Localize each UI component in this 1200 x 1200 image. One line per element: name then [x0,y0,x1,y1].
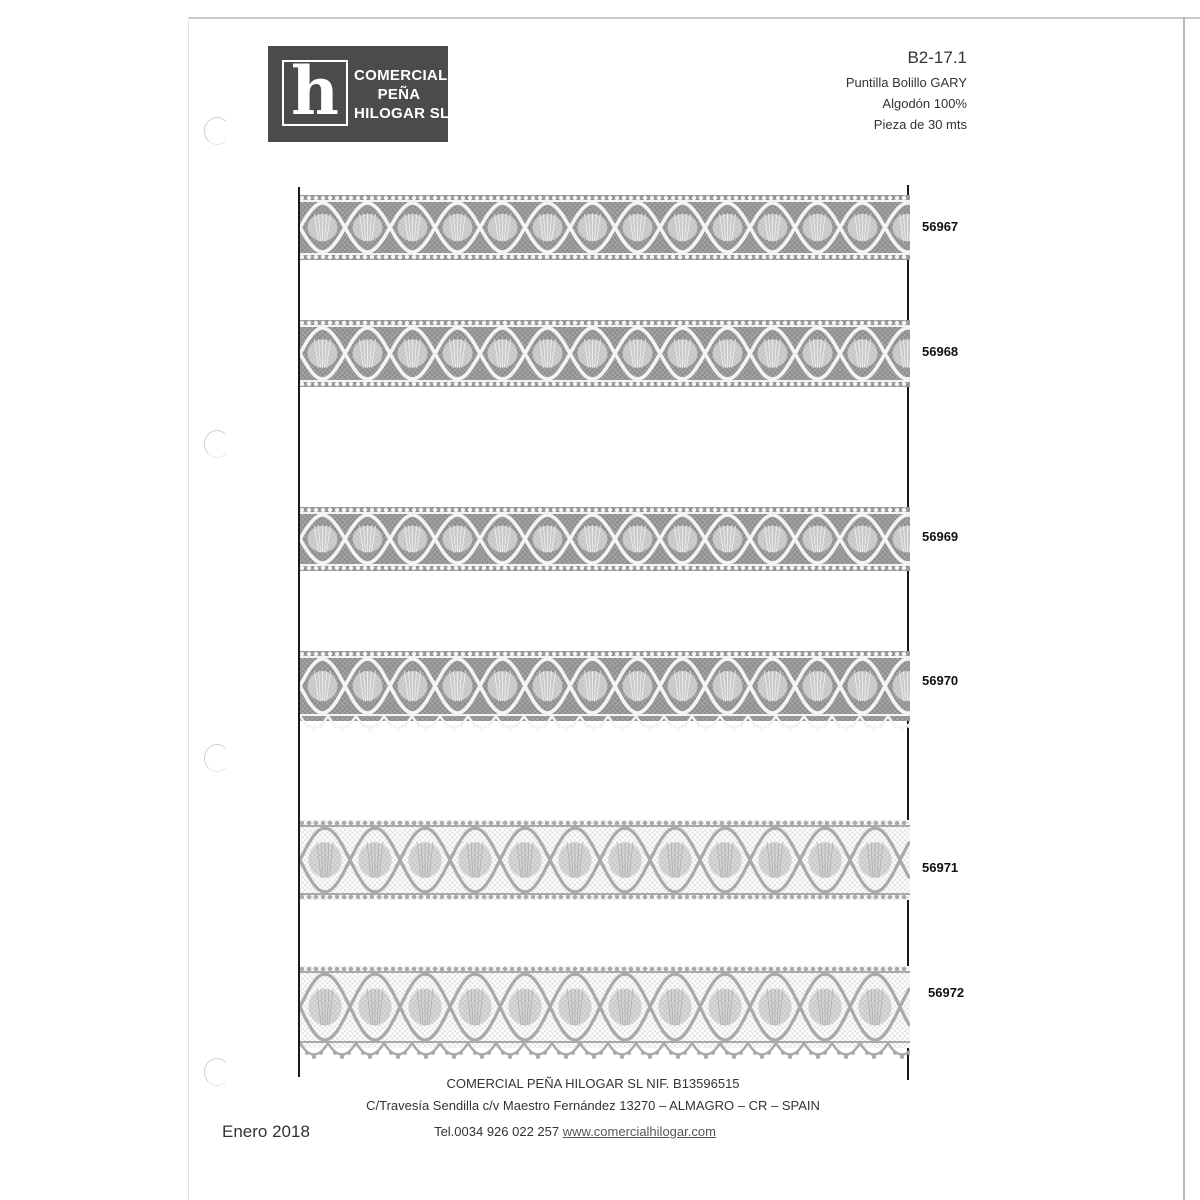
lace-image [300,966,910,1062]
lace-image [300,507,910,571]
sample-ref: 56971 [922,860,959,875]
scan-edge-top [188,17,1200,19]
logo-wordmark [354,66,450,123]
binder-hole [204,117,230,145]
sample-ref: 56969 [922,529,959,544]
logo-letter: h [291,52,339,130]
product-length: Pieza de 30 mts [873,117,967,132]
product-material: Algodón 100% [882,96,967,111]
footer-address-text: C/Travesía Sendilla c/v Maestro Fernández 13270 – ALMAGRO – CR – SPAIN [366,1098,820,1113]
footer-contact [0,1124,1200,1139]
lace-sample-56969 [300,507,910,571]
footer-phone-text: Tel.0034 926 022 257 [434,1124,560,1139]
footer-website-link[interactable]: www.comercialhilogar.com [562,1124,716,1139]
footer-company [0,1076,1200,1091]
sample-ref: 56968 [922,344,959,359]
binder-hole [204,430,230,458]
lace-sample-56970 [300,651,910,735]
logo-line-1: COMERCIAL [354,67,448,84]
lace-sample-56971 [300,820,910,900]
catalog-code: B2-17.1 [907,48,967,67]
sample-ref: 56967 [922,219,959,234]
product-header [846,48,967,135]
document-date: Enero 2018 [222,1122,310,1141]
product-name: Puntilla Bolillo GARY [845,75,967,90]
footer-address [0,1098,1200,1113]
scan-edge-left [188,17,189,1200]
lace-image [300,820,910,900]
lace-image [300,651,910,735]
lace-sample-56972 [300,966,910,1062]
lace-image [300,320,910,387]
logo-letter-box [282,52,348,130]
scan-edge-right [1183,17,1185,1200]
footer-company-text: COMERCIAL PEÑA HILOGAR SL NIF. B13596515 [446,1076,740,1091]
logo-line-3: HILOGAR SL [354,105,450,122]
sample-ref: 56970 [922,673,959,688]
footer-phone [434,1124,716,1139]
company-logo [268,46,448,142]
binder-hole [204,744,230,772]
sample-ref: 56972 [928,985,965,1000]
lace-sample-56968 [300,320,910,387]
logo-line-2: PEÑA [377,86,421,103]
lace-sample-56967 [300,195,910,260]
lace-image [300,195,910,260]
